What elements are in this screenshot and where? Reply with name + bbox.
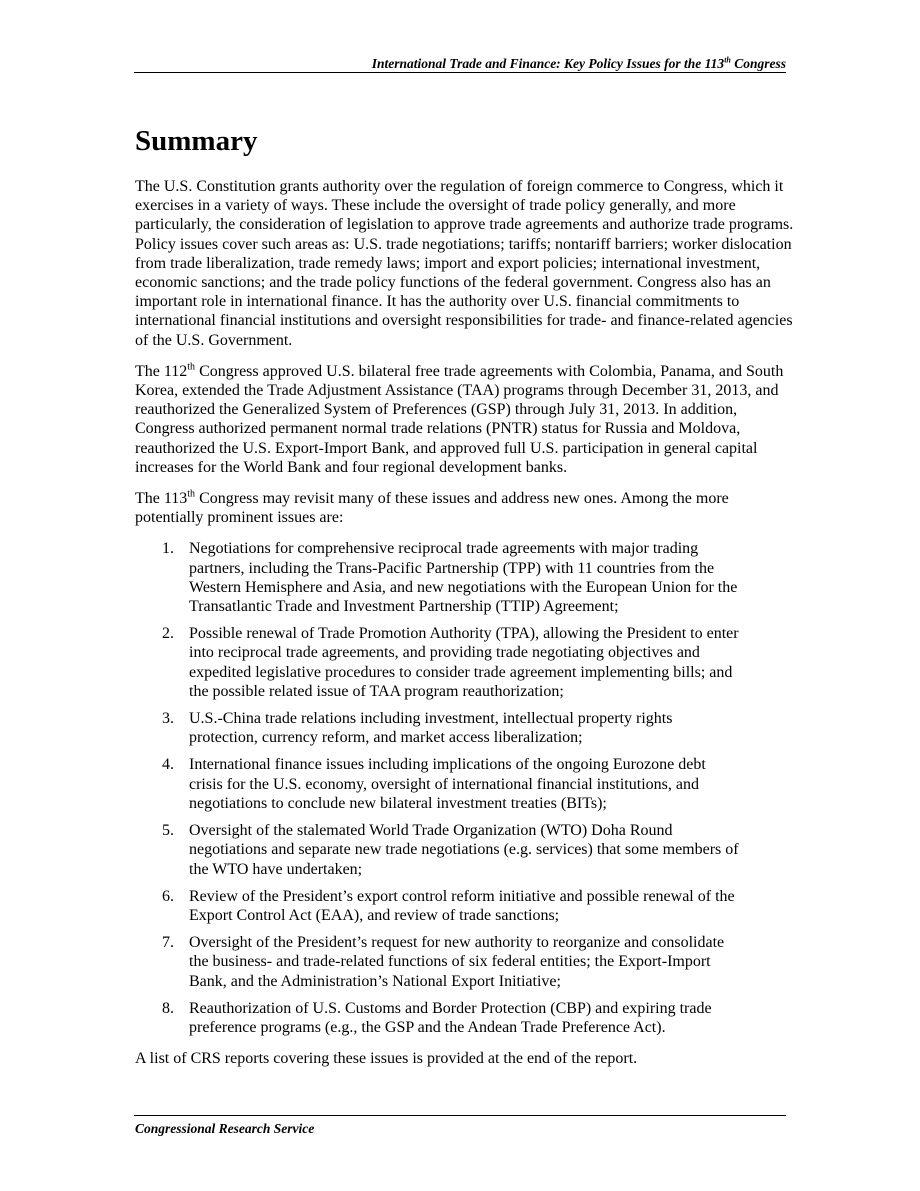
header-divider <box>134 72 786 73</box>
issues-list <box>135 539 795 1037</box>
ordinal-superscript: th <box>187 488 196 500</box>
list-item <box>135 624 795 701</box>
list-item-text: Oversight of the President’s request for new authority to reorganize and consolidate the business- and trade-related functions of six federal entities; the Export-Import Bank, and the Administration’s National Export Initiative; <box>189 934 725 990</box>
paragraph-closing: A list of CRS reports covering these issues is provided at the end of the report. <box>135 1050 638 1068</box>
section-title: Summary <box>135 125 258 157</box>
list-item <box>135 933 795 991</box>
list-item-number: 1. <box>162 540 174 558</box>
list-item-number: 8. <box>162 999 174 1017</box>
paragraph-text: Congress may revisit many of these issues and address new ones. Among the more potentially prominent issues are: <box>135 490 729 527</box>
list-item-number: 3. <box>162 710 174 728</box>
paragraph-authority: The U.S. Constitution grants authority over the regulation of foreign commerce to Congress, which it exercises in a variety of ways. These include the oversight of trade policy generally, and more particularly, the consideration of legislation to approve trade agreements and authorize trade programs. Policy issues cover such areas as: U.S. trade negotiations; tariffs; nontariff barriers; worker dislocation from trade liberalization, trade remedy laws; import and export policies; international investment, economic sanctions; and the trade policy functions of the federal government. Congress also has an important role in international finance. It has the authority over U.S. financial commitments to international financial institutions and oversight responsibilities for trade- and finance-related agencies of the U.S. Government. <box>135 178 794 349</box>
header-text-end: Congress <box>730 56 786 71</box>
footer-divider <box>134 1115 786 1116</box>
list-item-text: International finance issues including implications of the ongoing Eurozone debt crisis for the U.S. economy, oversight of international financial institutions, and negotiations to conclude new bilateral investment treaties (BITs); <box>189 756 706 812</box>
running-footer: Congressional Research Service <box>135 1121 315 1136</box>
list-item-text: Possible renewal of Trade Promotion Authority (TPA), allowing the President to enter into reciprocal trade agreements, and providing trade negotiating objectives and expedited legislative procedures to consider trade agreement implementing bills; and the possible related issue of TAA program reauthorization; <box>189 625 739 700</box>
list-item <box>135 709 795 747</box>
list-item <box>135 821 795 879</box>
list-item-text: Negotiations for comprehensive reciprocal trade agreements with major trading partners, including the Trans-Pacific Partnership (TPP) with 11 countries from the Western Hemisphere and Asia, and new negotiations with the European Union for the Transatlantic Trade and Investment Partnership (TTIP) Agreement; <box>189 540 738 616</box>
running-header <box>134 55 786 73</box>
list-item <box>135 539 795 616</box>
list-item <box>135 755 795 813</box>
paragraph-113th-congress <box>135 489 795 527</box>
list-item <box>135 887 795 925</box>
list-item <box>135 999 795 1037</box>
summary-body <box>135 177 795 1080</box>
list-item-text: Oversight of the stalemated World Trade Organization (WTO) Doha Round negotiations and separate new trade negotiations (e.g. services) that some members of the WTO have undertaken; <box>189 822 739 878</box>
paragraph-text: The 112 <box>135 362 188 380</box>
paragraph-text: The 113 <box>135 490 188 508</box>
header-superscript: th <box>724 55 731 65</box>
paragraph-112th-congress <box>135 362 795 477</box>
list-item-text: Review of the President’s export control reform initiative and possible renewal of the Export Control Act (EAA), and review of trade sanctions; <box>189 887 735 924</box>
list-item-number: 4. <box>162 756 174 774</box>
list-item-number: 7. <box>162 934 174 952</box>
list-item-text: Reauthorization of U.S. Customs and Border Protection (CBP) and expiring trade preference programs (e.g., the GSP and the Andean Trade Preference Act). <box>189 999 712 1036</box>
list-item-number: 5. <box>162 822 174 840</box>
header-text: International Trade and Finance: Key Policy Issues for the 113 <box>371 56 725 71</box>
list-item-text: U.S.-China trade relations including investment, intellectual property rights protection, currency reform, and market access liberalization; <box>189 710 673 747</box>
list-item-number: 6. <box>162 887 174 905</box>
ordinal-superscript: th <box>187 361 196 373</box>
list-item-number: 2. <box>162 625 174 643</box>
paragraph-text: Congress approved U.S. bilateral free trade agreements with Colombia, Panama, and South Korea, extended the Trade Adjustment Assistance (TAA) programs through December 31, 2013, and reauthorized the Generalized System of Preferences (GSP) through July 31, 2013. In addition, Congress authorized permanent normal trade relations (PNTR) status for Russia and Moldova, reauthorized the U.S. Export-Import Bank, and approved full U.S. participation in general capital increases for the World Bank and four regional development banks. <box>135 362 784 476</box>
